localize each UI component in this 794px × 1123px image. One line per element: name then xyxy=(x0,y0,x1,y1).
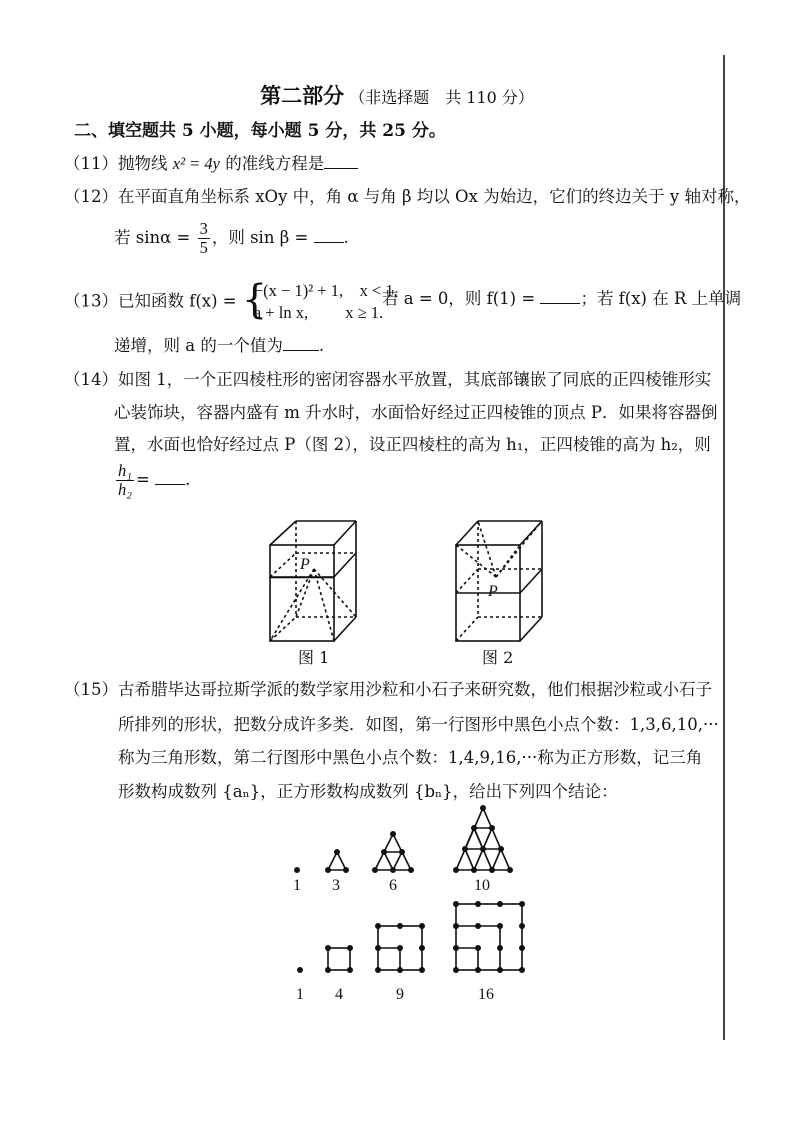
question-13-line2: 递增，则 a 的一个值为 . xyxy=(114,336,325,355)
figure-1-point-label: P xyxy=(300,556,310,573)
q11-math: x² = 4y xyxy=(172,154,220,173)
q11-text-a: 抛物线 xyxy=(118,154,173,173)
q14-eq: = xyxy=(136,470,156,489)
figure-1-prism xyxy=(262,515,362,645)
question-14-line3: 置，水面也恰好经过点 P（图 2），设正四棱柱的高为 h₁，正四棱锥的高为 h₂，则 xyxy=(114,435,711,454)
triangle-label-1: 1 xyxy=(293,877,301,894)
part-title-main: 第二部分 xyxy=(260,83,345,108)
question-12-line2: 若 sinα = $\frac{3}{5}$ ，则 sin β = . xyxy=(114,219,349,257)
q15-line1: 古希腊毕达哥拉斯学派的数学家用沙粒和小石子来研究数，他们根据沙粒或小石子 xyxy=(118,680,712,699)
square-numbers-figure xyxy=(280,898,540,978)
triangle-label-3: 3 xyxy=(332,877,340,894)
question-15-line2: 所排列的形状，把数分成许多类．如图，第一行图形中黑色小点个数：1,3,6,10,··· xyxy=(118,715,719,734)
q11-number: （11） xyxy=(64,154,118,173)
q13-brace: { xyxy=(241,277,268,323)
q12-answer-blank[interactable] xyxy=(314,228,344,243)
q13-line2: 递增，则 a 的一个值为 xyxy=(114,336,283,355)
triangle-label-10: 10 xyxy=(474,877,490,894)
question-15-line4: 形数构成数列 {aₙ}，正方形数构成数列 {bₙ}，给出下列四个结论： xyxy=(118,782,618,801)
q12-line1: 在平面直角坐标系 xOy 中，角 α 与角 β 均以 Ox 为始边，它们的终边关于 y 轴对称， xyxy=(118,187,751,206)
q14-frac-den: h₂ xyxy=(118,480,132,499)
q14-answer-blank[interactable] xyxy=(155,470,185,485)
q12-fraction xyxy=(198,220,210,257)
q13-case2: a + ln x, x ≥ 1. xyxy=(253,303,384,322)
question-13-tail xyxy=(382,285,741,309)
figure-1-caption: 图 1 xyxy=(298,648,330,667)
figure-2-point-label: P xyxy=(488,583,498,600)
question-15-line3: 称为三角形数，第二行图形中黑色小点个数：1,4,9,16,···称为正方形数，记三角 xyxy=(118,748,703,767)
square-label-9: 9 xyxy=(396,986,404,1003)
q15-number: （15） xyxy=(64,680,118,699)
q14-number: （14） xyxy=(64,370,118,389)
question-15-line1 xyxy=(64,676,712,700)
section-heading: 二、填空题共 5 小题，每小题 5 分，共 25 分。 xyxy=(74,121,446,141)
question-12-line1 xyxy=(64,183,750,207)
part-title xyxy=(0,80,794,110)
q13-piecewise xyxy=(241,277,398,324)
q12-frac-den: 5 xyxy=(199,238,208,257)
square-label-1: 1 xyxy=(296,986,304,1003)
figure-2-caption: 图 2 xyxy=(482,648,514,667)
question-13-line1 xyxy=(64,277,398,324)
q13-case1: −(x − 1)² + 1, x < 1, xyxy=(253,281,398,300)
q13-answer-blank-1[interactable] xyxy=(540,289,580,304)
question-11 xyxy=(64,150,358,174)
triangle-label-6: 6 xyxy=(389,877,397,894)
q14-frac-num: h₁ xyxy=(118,461,132,480)
q12-line2-a: 若 sinα = xyxy=(114,228,196,247)
triangular-numbers-figure xyxy=(280,800,540,880)
q14-fraction xyxy=(116,462,134,499)
figure-2-prism-inverted xyxy=(448,515,548,645)
square-label-4: 4 xyxy=(335,986,343,1003)
part-title-subtitle: （非选择题 共 110 分） xyxy=(349,88,534,107)
q12-frac-num: 3 xyxy=(199,219,208,238)
q12-line2-b: ，则 sin β = xyxy=(211,228,314,247)
q13-lead: 已知函数 f(x) = xyxy=(118,291,242,311)
q12-number: （12） xyxy=(64,187,118,206)
square-label-16: 16 xyxy=(478,986,494,1003)
question-14-line2: 心装饰块，容器内盛有 m 升水时，水面恰好经过正四棱锥的顶点 P．如果将容器倒 xyxy=(114,403,718,422)
q13-answer-blank-2[interactable] xyxy=(283,336,319,351)
q11-answer-blank[interactable] xyxy=(324,154,358,169)
q13-tail-a: 若 a = 0，则 f(1) = xyxy=(382,289,541,308)
q14-line1: 如图 1，一个正四棱柱形的密闭容器水平放置，其底部镶嵌了同底的正四棱锥形实 xyxy=(118,370,712,389)
q11-text-b: 的准线方程是 xyxy=(219,154,325,173)
q13-number: （13） xyxy=(64,291,118,311)
question-14-fraction-line: $\frac{\text{h₁}}{\text{h₂}}$ = . xyxy=(118,461,191,499)
question-14-line1 xyxy=(64,366,711,390)
q13-tail-b: ；若 f(x) 在 R 上单调 xyxy=(580,289,742,308)
